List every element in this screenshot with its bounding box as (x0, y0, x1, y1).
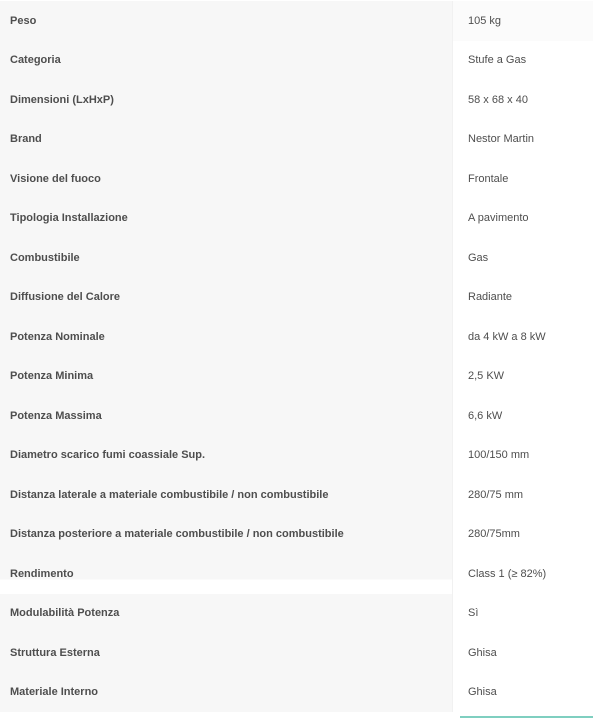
spec-label: Struttura Esterna (0, 633, 452, 673)
spec-label: Distanza laterale a materiale combustibile / non combustibile (0, 475, 452, 515)
spec-label: Potenza Massima (0, 396, 452, 436)
spec-label: Categoria (0, 41, 452, 81)
spec-value: Gas (452, 238, 593, 278)
spec-row-rendimento (0, 554, 593, 594)
spec-value: A pavimento (452, 199, 593, 239)
spec-row-tipologia-installazione (0, 199, 593, 239)
spec-row-modulabilita-potenza (0, 594, 593, 634)
spec-row-materiale-interno (0, 673, 593, 713)
spec-row-potenza-nominale (0, 317, 593, 357)
spec-row-visione-fuoco (0, 159, 593, 199)
spec-row-potenza-minima (0, 357, 593, 397)
spec-value: Frontale (452, 159, 593, 199)
spec-label: Materiale Interno (0, 673, 452, 713)
spec-label: Tipologia Installazione (0, 199, 452, 239)
spec-row-dimensioni (0, 80, 593, 120)
spec-row-combustibile (0, 238, 593, 278)
spec-value: Ghisa (452, 673, 593, 713)
spec-label: Potenza Nominale (0, 317, 452, 357)
spec-value: Nestor Martin (452, 120, 593, 160)
spec-label: Rendimento (0, 554, 452, 594)
spec-label: Distanza posteriore a materiale combustibile / non combustibile (0, 515, 452, 555)
spec-value: da 4 kW a 8 kW (452, 317, 593, 357)
spec-label: Potenza Minima (0, 357, 452, 397)
spec-label: Peso (0, 1, 452, 41)
spec-label: Diametro scarico fumi coassiale Sup. (0, 436, 452, 476)
spec-value: Class 1 (≥ 82%) (452, 554, 593, 594)
product-specs-table (0, 1, 593, 712)
spec-row-distanza-laterale (0, 475, 593, 515)
spec-label: Dimensioni (LxHxP) (0, 80, 452, 120)
spec-label: Brand (0, 120, 452, 160)
spec-row-struttura-esterna (0, 633, 593, 673)
spec-row-diffusione-calore (0, 278, 593, 318)
spec-value: 58 x 68 x 40 (452, 80, 593, 120)
spec-value: Ghisa (452, 633, 593, 673)
spec-value: 6,6 kW (452, 396, 593, 436)
spec-value: 105 kg (452, 1, 593, 41)
spec-value: Radiante (452, 278, 593, 318)
spec-value: 2,5 KW (452, 357, 593, 397)
spec-label: Diffusione del Calore (0, 278, 452, 318)
spec-row-potenza-massima (0, 396, 593, 436)
spec-value: 280/75 mm (452, 475, 593, 515)
spec-row-categoria (0, 41, 593, 81)
spec-row-brand (0, 120, 593, 160)
spec-row-distanza-posteriore (0, 515, 593, 555)
spec-value: 280/75mm (452, 515, 593, 555)
spec-row-peso (0, 1, 593, 41)
spec-value: Sì (452, 594, 593, 634)
spec-value: Stufe a Gas (452, 41, 593, 81)
spec-label: Combustibile (0, 238, 452, 278)
spec-label: Modulabilità Potenza (0, 594, 452, 634)
spec-row-diametro-scarico (0, 436, 593, 476)
spec-value: 100/150 mm (452, 436, 593, 476)
spec-label: Visione del fuoco (0, 159, 452, 199)
